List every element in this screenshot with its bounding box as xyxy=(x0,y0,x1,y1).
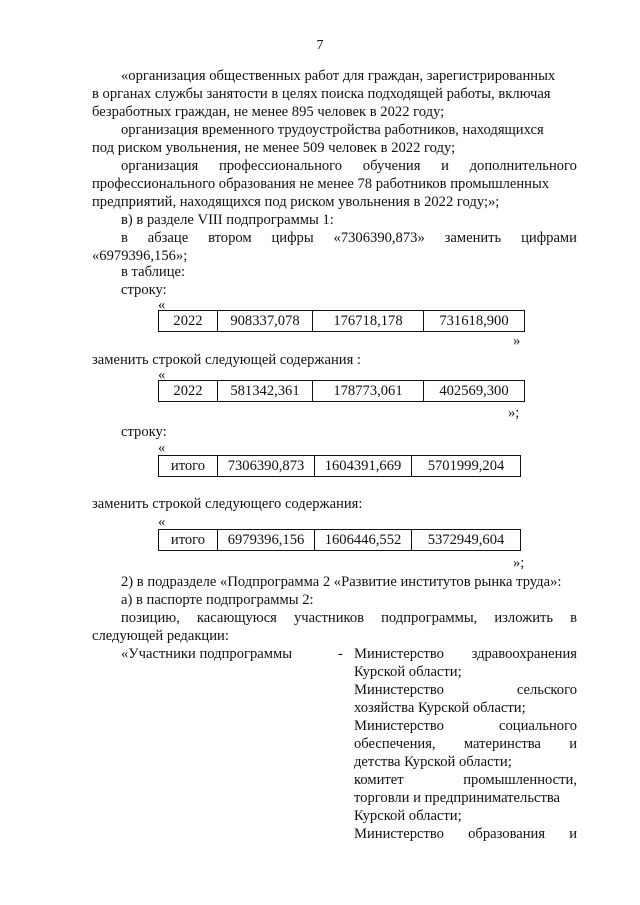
table-cell: 176718,178 xyxy=(313,311,424,332)
paragraph-line: безработных граждан, не менее 895 человек в 2022 году; xyxy=(92,104,445,120)
word: социального xyxy=(499,718,577,734)
paragraph-line: строку: xyxy=(121,282,167,298)
table-cell: 1606446,552 xyxy=(315,530,412,551)
participant-line: Курской области; xyxy=(354,808,462,824)
participant-line xyxy=(354,771,577,789)
open-quote: « xyxy=(158,367,166,383)
table-cell: 178773,061 xyxy=(313,381,424,402)
paragraph-line: «6979396,156»; xyxy=(92,248,188,264)
table-row xyxy=(158,380,525,402)
open-quote: « xyxy=(158,297,166,313)
table-row xyxy=(158,529,521,551)
close-quote: » xyxy=(513,333,521,349)
word: и xyxy=(569,736,577,752)
table-row xyxy=(158,310,525,332)
word: заменить xyxy=(444,230,502,246)
table-cell-year: 2022 xyxy=(159,311,218,332)
word: материнства xyxy=(463,736,541,752)
participant-line: торговли и предпринимательства xyxy=(354,790,561,806)
table-cell: 5372949,604 xyxy=(412,530,521,551)
word: и xyxy=(441,158,449,174)
paragraph-line: в) в разделе VIII подпрограммы 1: xyxy=(121,212,334,228)
participants-label: «Участники подпрограммы xyxy=(121,646,293,662)
word: изложить xyxy=(494,610,554,626)
word: сельского xyxy=(516,682,577,698)
word: обеспечения, xyxy=(354,736,436,752)
table-cell: 402569,300 xyxy=(424,381,525,402)
paragraph-line: в органах службы занятости в целях поиска подходящей работы, включая xyxy=(92,86,551,102)
paragraph-line: а) в паспорте подпрограммы 2: xyxy=(121,592,314,608)
word: «7306390,873» xyxy=(333,230,425,246)
paragraph-line: «организация общественных работ для граждан, зарегистрированных xyxy=(121,68,556,84)
participant-line xyxy=(354,735,577,753)
paragraph-line: организация временного трудоустройства работников, находящихся xyxy=(121,122,544,138)
paragraph-line-justified xyxy=(121,157,577,175)
table-cell-year: 2022 xyxy=(159,381,218,402)
word: Министерство xyxy=(354,646,444,662)
participant-line xyxy=(354,717,577,735)
word: Министерство xyxy=(354,682,444,698)
participant-line: Курской области; xyxy=(354,664,462,680)
paragraph-line: заменить строкой следующего содержания: xyxy=(92,496,363,512)
word: профессионального xyxy=(218,158,343,174)
word: цифры xyxy=(271,230,314,246)
word: участников xyxy=(293,610,365,626)
word: комитет xyxy=(354,772,404,788)
paragraph-line: в таблице: xyxy=(121,264,186,280)
paragraph-line: 2) в подразделе «Подпрограмма 2 «Развитие институтов рынка труда»: xyxy=(121,574,562,590)
close-quote: »; xyxy=(513,555,525,571)
table-cell: 731618,900 xyxy=(424,311,525,332)
word: промышленности, xyxy=(463,772,577,788)
word: дополнительного xyxy=(469,158,577,174)
table-cell: 908337,078 xyxy=(218,311,313,332)
table-cell-label: итого xyxy=(159,456,218,477)
word: позицию, xyxy=(121,610,180,626)
table-cell: 5701999,204 xyxy=(412,456,521,477)
word: в xyxy=(121,230,128,246)
open-quote: « xyxy=(158,440,166,456)
table-cell: 6979396,156 xyxy=(218,530,315,551)
word: в xyxy=(570,610,577,626)
paragraph-line: заменить строкой следующей содержания : xyxy=(92,352,361,368)
participants-dash: - xyxy=(338,646,343,662)
participant-line xyxy=(354,645,577,663)
word: цифрами xyxy=(521,230,577,246)
word: Министерство xyxy=(354,826,444,842)
paragraph-line: под риском увольнения, не менее 509 человек в 2022 году; xyxy=(92,140,456,156)
word: организация xyxy=(121,158,199,174)
table-row xyxy=(158,455,521,477)
table-cell: 1604391,669 xyxy=(315,456,412,477)
open-quote: « xyxy=(158,514,166,530)
table-cell: 581342,361 xyxy=(218,381,313,402)
table-cell-label: итого xyxy=(159,530,218,551)
participant-line: детства Курской области; xyxy=(354,754,512,770)
word: здравоохранения xyxy=(471,646,577,662)
close-quote: »; xyxy=(508,405,520,421)
participant-line xyxy=(354,825,577,843)
paragraph-line-justified xyxy=(121,229,577,247)
paragraph-line: следующей редакции: xyxy=(92,628,229,644)
table-cell: 7306390,873 xyxy=(218,456,315,477)
word: подпрограммы, xyxy=(381,610,478,626)
paragraph-line-justified xyxy=(121,609,577,627)
word: втором xyxy=(208,230,252,246)
participant-line: хозяйства Курской области; xyxy=(354,700,526,716)
word: касающуюся xyxy=(196,610,277,626)
word: образования xyxy=(468,826,546,842)
word: Министерство xyxy=(354,718,444,734)
paragraph-line: предприятий, находящихся под риском увольнения в 2022 году;»; xyxy=(92,194,500,210)
word: абзаце xyxy=(147,230,189,246)
paragraph-line: профессионального образования не менее 78 работников промышленных xyxy=(92,176,550,192)
paragraph-line: строку: xyxy=(121,424,167,440)
word: и xyxy=(569,826,577,842)
word: обучения xyxy=(362,158,421,174)
page-number: 7 xyxy=(316,38,324,53)
participant-line xyxy=(354,681,577,699)
